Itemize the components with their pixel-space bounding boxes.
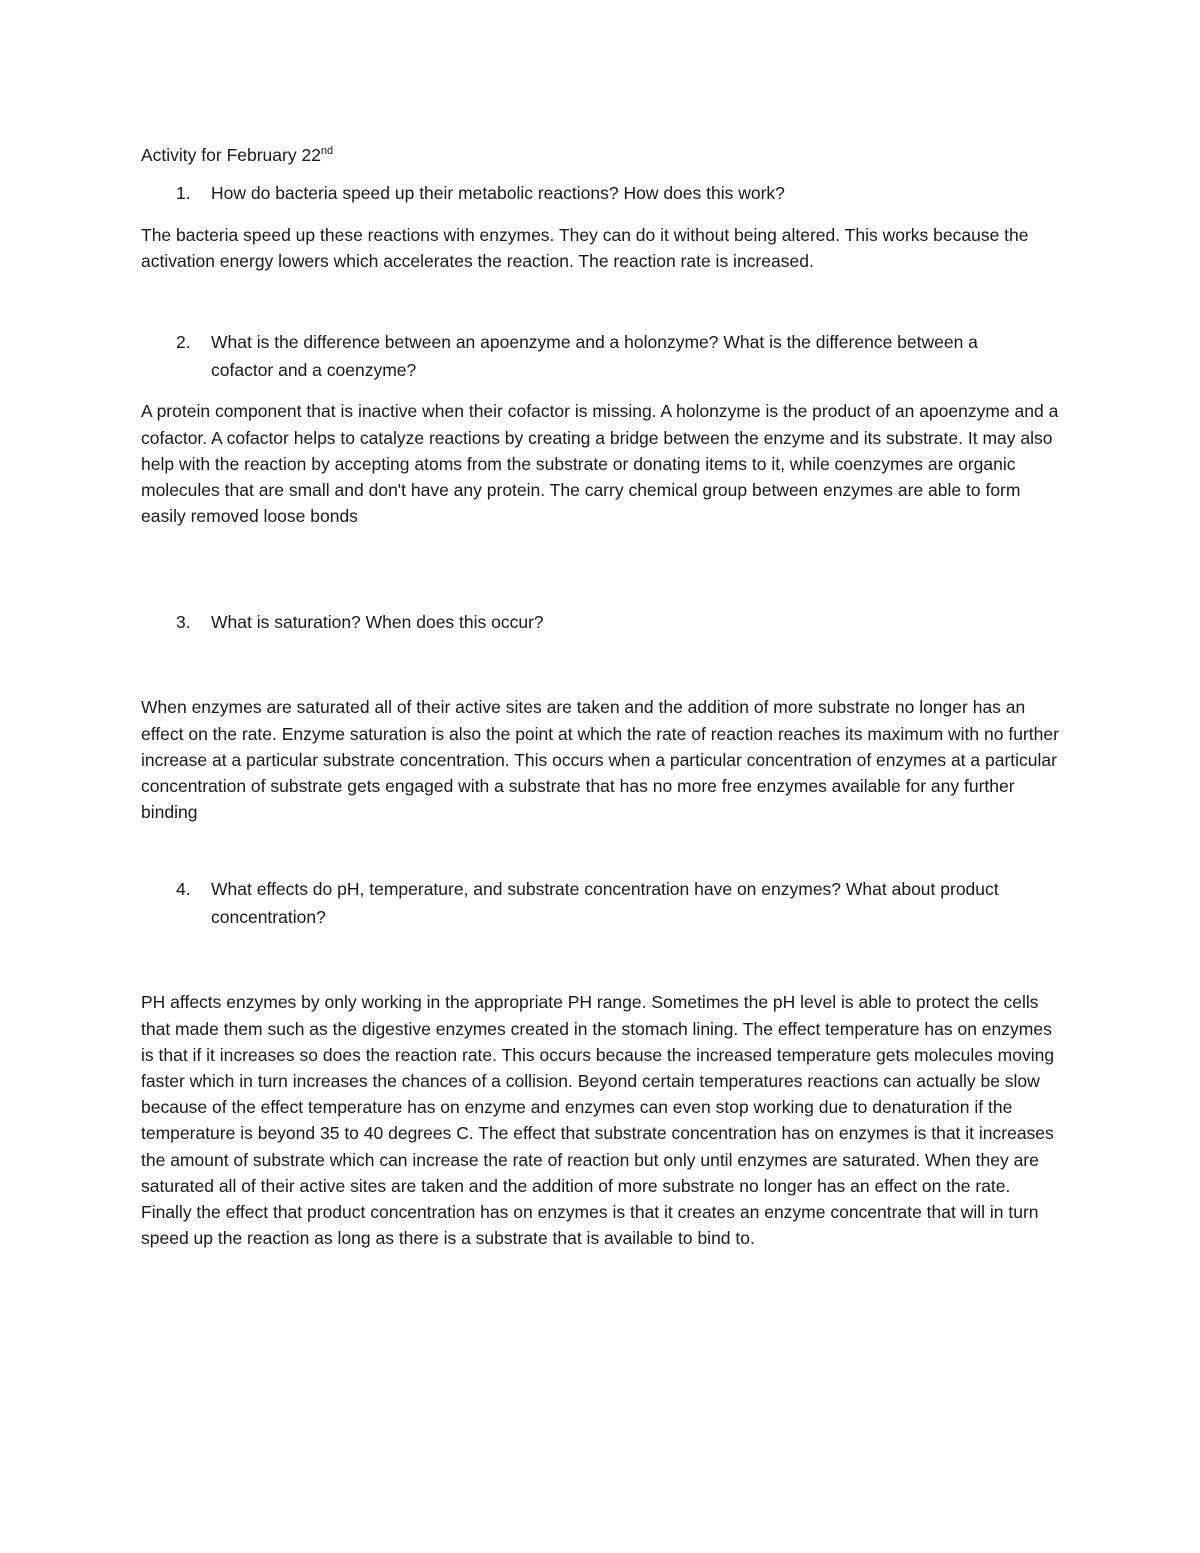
question-number: 1. bbox=[176, 183, 191, 203]
answer-4: PH affects enzymes by only working in the appropriate PH range. Sometimes the pH level is able to protect the cells that made them such as the digestive enzymes created in the stomach lining. The effect temperature has on enzymes is that if it increases so does the reaction rate. This occurs because the increased temperature gets molecules moving faster which in turn increases the chances of a collision. Beyond certain temperatures reactions can actually be slow because of the effect temperature has on enzyme and enzymes can even stop working due to denaturation if the temperature is beyond 35 to 40 degrees C. The effect that substrate concentration has on enzymes is that it increases the amount of substrate which can increase the rate of reaction but only until enzymes are saturated. When they are saturated all of their active sites are taken and the addition of more substrate no longer has an effect on the rate. Finally the effect that product concentration has on enzymes is that it creates an enzyme concentrate that will in turn speed up the reaction as long as there is a substrate that is available to bind to. bbox=[141, 992, 1055, 1249]
question-4 bbox=[141, 875, 1061, 931]
question-2 bbox=[141, 328, 1061, 384]
question-number: 4. bbox=[176, 879, 191, 900]
answer-1: The bacteria speed up these reactions with enzymes. They can do it without being altered. This works because the activation energy lowers which accelerates the reaction. The reaction rate is increased. bbox=[141, 225, 1029, 272]
title-text: Activity for February 22 bbox=[141, 145, 321, 165]
answer-2: A protein component that is inactive when their cofactor is missing. A holonzyme is the product of an apoenzyme and a cofactor. A cofactor helps to catalyze reactions by creating a bridge between the enzyme and its substrate. It may also help with the reaction by accepting atoms from the substrate or donating items to it, while coenzymes are organic molecules that are small and don't have any protein. The carry chemical group between enzymes are able to form easily removed loose bonds bbox=[141, 401, 1059, 527]
document-title bbox=[141, 142, 1061, 168]
answer-3: When enzymes are saturated all of their active sites are taken and the addition of more substrate no longer has an effect on the rate. Enzyme saturation is also the point at which the rate of reaction reaches its maximum with no further increase at a particular substrate concentration. This occurs when a particular concentration of enzymes at a particular concentration of substrate gets engaged with a substrate that has no more free enzymes available for any further binding bbox=[141, 697, 1059, 823]
document-page bbox=[141, 142, 1061, 1251]
question-text: What is saturation? When does this occur? bbox=[211, 612, 544, 633]
question-3 bbox=[141, 608, 1061, 636]
question-text: What effects do pH, temperature, and substrate concentration have on enzymes? What about product concentration? bbox=[211, 879, 999, 928]
question-number: 3. bbox=[176, 612, 191, 633]
title-superscript: nd bbox=[320, 145, 334, 158]
question-text: How do bacteria speed up their metabolic reactions? How does this work? bbox=[211, 183, 785, 203]
question-number: 2. bbox=[176, 332, 191, 353]
question-1 bbox=[141, 179, 1061, 207]
question-text: What is the difference between an apoenzyme and a holonzyme? What is the difference between a cofactor and a coenzyme? bbox=[211, 332, 978, 381]
